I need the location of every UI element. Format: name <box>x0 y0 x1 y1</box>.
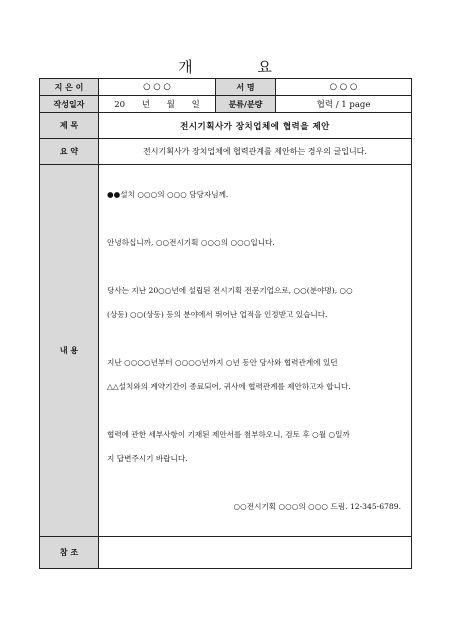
paragraph-3-line-2: 지 답변주시기 바랍니다. <box>107 454 188 463</box>
paragraph-3-line-1: 협력에 관한 세부사항이 기재된 제안서를 첨부하오니, 검토 후 ○월 ○일까 <box>107 430 350 439</box>
paragraph-1-line-1: 당사는 지난 20○○년에 설립된 전시기획 전문기업으로, ○○(분야명), ○○ <box>107 286 353 295</box>
date-label: 작성일자 <box>40 96 99 113</box>
paragraph-2-line-1: 지난 ○○○○년부터 ○○○○년까지 ○년 동안 당사와 협력관계에 있던 <box>107 358 338 367</box>
signature-label: 서 명 <box>216 79 276 96</box>
category-label: 분류/분량 <box>216 96 276 113</box>
overview-form <box>39 78 412 569</box>
content-label: 내 용 <box>40 165 99 537</box>
author-value: ○ ○ ○ <box>99 79 216 96</box>
author-label: 지 은 이 <box>40 79 99 96</box>
summary-value: 전시기획사가 장치업체에 협력관계를 제안하는 경우의 글입니다. <box>99 139 412 165</box>
reference-value <box>99 537 412 569</box>
document-title: 개 요 <box>178 58 302 76</box>
paragraph-2-line-2: △△설치와의 계약기간이 종료되어, 귀사에 협력관계를 제안하고자 합니다. <box>107 382 351 391</box>
subject-label: 제 목 <box>40 113 99 139</box>
category-value: 협력 / 1 page <box>276 96 412 113</box>
paragraph-1-line-2: (상동) ○○(상동) 등의 분야에서 뛰어난 업적을 인정받고 있습니다. <box>107 310 328 319</box>
intro-text: 안녕하십니까, ○○전시기획 ○○○의 ○○○입니다. <box>107 238 275 247</box>
greeting-text: ●●설치 ○○○의 ○○○ 담당자님께. <box>107 190 229 199</box>
sender-signature: ○○전시기획 ○○○의 ○○○ 드림. 12-345-6789. <box>233 502 401 511</box>
date-value: 20 년 월 일 <box>99 96 216 113</box>
subject-value: 전시기획사가 장치업체에 협력을 제안 <box>99 113 412 139</box>
content-body <box>99 165 412 537</box>
summary-label: 요 약 <box>40 139 99 165</box>
signature-value: ○ ○ ○ <box>276 79 412 96</box>
reference-label: 참 조 <box>40 537 99 569</box>
